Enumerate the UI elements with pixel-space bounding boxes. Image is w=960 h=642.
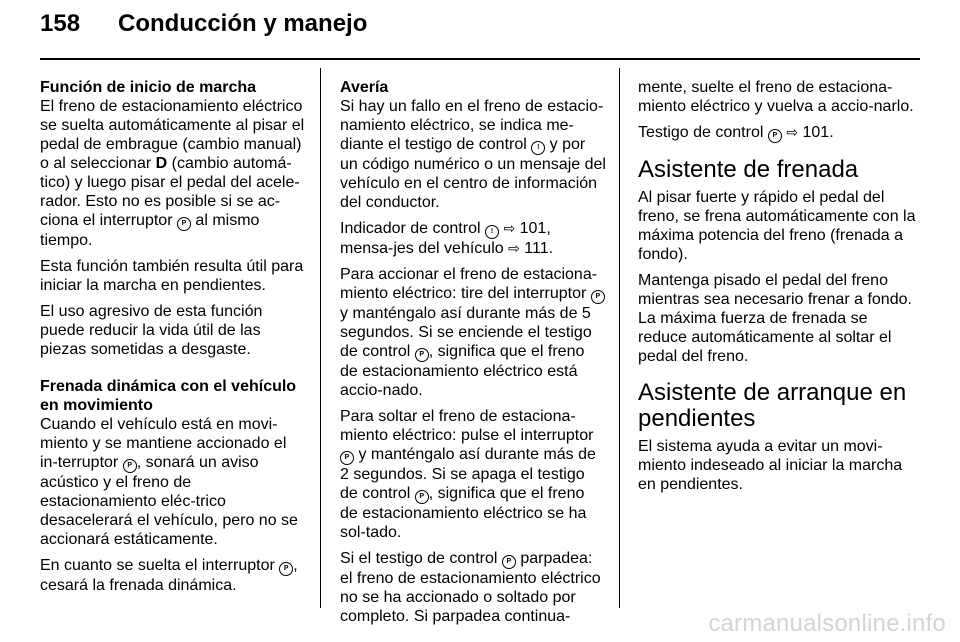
paragraph: Mantenga pisado el pedal del freno mientras sea necesario frenar a fondo. La máxima fuerza de frenada se reduce automáticamente al soltar el pedal del freno.	[638, 272, 912, 365]
paragraph: Testigo de control P ⇨ 101.	[638, 124, 834, 141]
watermark: carmanualsonline.info	[708, 610, 946, 637]
fault-lamp-icon: !	[485, 225, 499, 239]
heading-asistente-frenada: Asistente de frenada	[638, 156, 859, 183]
paragraph: mente, suelte el freno de estaciona-miento eléctrico y vuelva a accio-narlo.	[638, 79, 914, 115]
parking-lamp-icon: P	[415, 348, 429, 362]
paragraph: En cuanto se suelta el interruptor P , cesará la frenada dinámica.	[40, 557, 298, 594]
paragraph: Esta función también resulta útil para iniciar la marcha en pendientes.	[40, 258, 304, 294]
column-divider	[320, 68, 321, 608]
parking-lamp-icon: P	[415, 490, 429, 504]
parking-switch-icon: P	[591, 290, 605, 304]
page-reference-icon: ⇨	[503, 220, 516, 236]
page-reference-icon: ⇨	[786, 124, 799, 140]
subheading-averia: Avería	[340, 79, 389, 96]
paragraph: Para accionar el freno de estaciona-miento eléctrico: tire del interruptor P y manténgalo así durante más de 5 segundos. Si se enciende el testigo de control P , significa que el freno de estacionamiento eléctrico está accio-nado.	[340, 265, 606, 400]
fault-lamp-icon: !	[531, 141, 545, 155]
paragraph: Si el testigo de control P parpadea: el freno de estacionamiento eléctrico no se ha accionado o soltado por completo. Si parpadea continua-	[340, 550, 601, 625]
heading-asistente-arranque: Asistente de arranque en pendientes	[638, 379, 907, 432]
parking-switch-icon: P	[177, 217, 191, 231]
column-2	[340, 78, 606, 633]
subheading-frenada-dinamica: Frenada dinámica con el vehículo en movimiento	[40, 378, 297, 414]
page-reference-icon: ⇨	[508, 240, 520, 256]
parking-switch-icon: P	[340, 451, 354, 465]
paragraph: El sistema ayuda a evitar un movi-miento indeseado al iniciar la marcha en pendientes.	[638, 438, 903, 493]
subheading-inicio-marcha: Función de inicio de marcha	[40, 79, 257, 96]
parking-switch-icon: P	[279, 562, 293, 576]
header-rule	[40, 58, 920, 60]
column-3	[638, 78, 920, 501]
parking-lamp-icon: P	[768, 129, 782, 143]
parking-switch-icon: P	[123, 459, 137, 473]
page-number: 158	[40, 10, 81, 37]
paragraph: Para soltar el freno de estaciona-miento eléctrico: pulse el interruptor P y manténgalo así durante más de 2 segundos. Si se apaga el testigo de control P , significa que el freno de estacionamiento eléctrico se ha sol-tado.	[340, 408, 596, 541]
paragraph: Si hay un fallo en el freno de estacio-namiento eléctrico, se indica me-diante el testigo de control ! y por un código numérico o un mensaje del vehículo en el centro de información del conductor.	[340, 98, 606, 211]
paragraph: Indicador de control ! ⇨ 101, mensa-jes del vehículo ⇨ 111.	[340, 220, 554, 257]
paragraph: Cuando el vehículo está en movi-miento y se mantiene accionado el in-terruptor P , sonará un aviso acústico y el freno de estacionamiento eléc-trico desacelerará el vehículo, pero no se accionará estáticamente.	[40, 416, 298, 548]
paragraph: Al pisar fuerte y rápido el pedal del freno, se frena automáticamente con la máxima potencia del freno (frenada a fondo).	[638, 189, 916, 263]
paragraph: El freno de estacionamiento eléctrico se suelta automáticamente al pisar el pedal de embrague (cambio manual) o al seleccionar D (cambio automá-tico) y luego pisar el pedal del acele-rador. Esto no es posible si se ac-ciona el interruptor P al mismo tiempo.	[40, 98, 305, 249]
page-title: Conducción y manejo	[118, 10, 368, 37]
column-1	[40, 78, 308, 602]
column-divider	[619, 68, 620, 608]
paragraph: El uso agresivo de esta función puede reducir la vida útil de las piezas sometidas a desgaste.	[40, 303, 263, 358]
parking-lamp-icon: P	[502, 555, 516, 569]
